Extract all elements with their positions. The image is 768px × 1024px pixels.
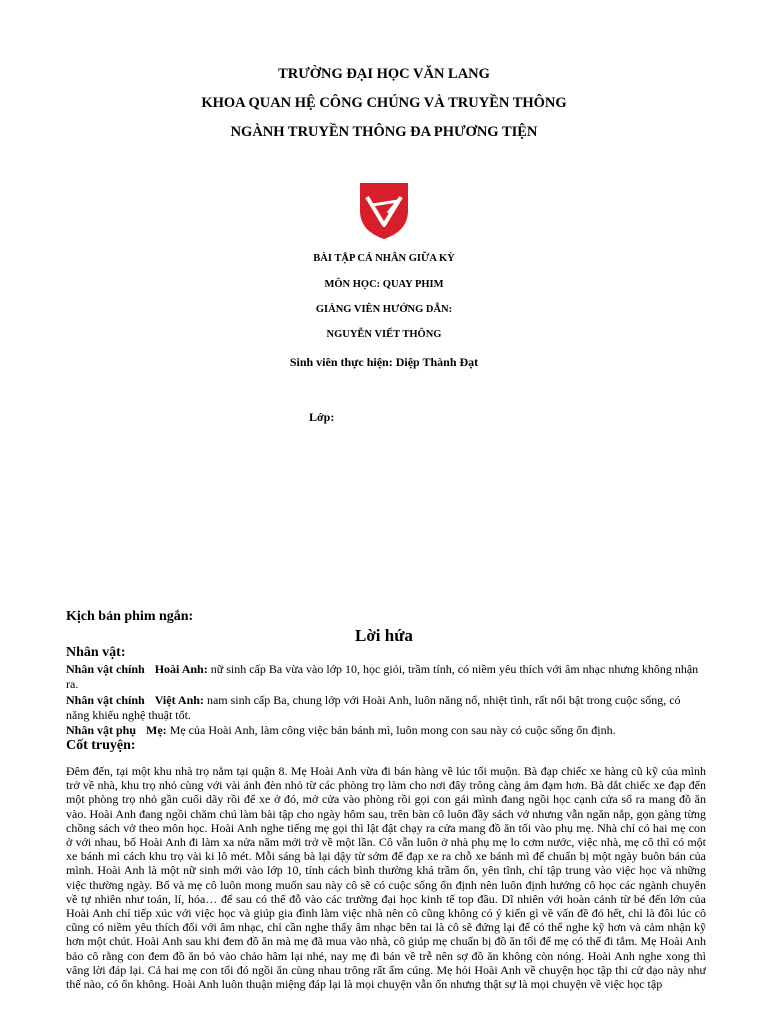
university-name: TRƯỜNG ĐẠI HỌC VĂN LANG <box>278 66 490 82</box>
van-lang-shield-logo-icon <box>358 181 410 241</box>
characters-heading: Nhân vật: <box>66 645 126 660</box>
character-desc: nữ sinh cấp Ba vừa vào lớp 10, học giỏi, trầm tính, có niềm yêu thích với âm nhạc nhưng không nhận ra. <box>66 662 699 691</box>
character-name: Mẹ: <box>146 723 167 737</box>
character-desc: nam sinh cấp Ba, chung lớp với Hoài Anh, luôn năng nổ, nhiệt tình, rất nổi bật trong cuộc sống, có năng khiếu nghệ thuật tốt. <box>66 693 681 722</box>
instructor-name: NGUYỄN VIẾT THÔNG <box>326 329 442 340</box>
character-role: Nhân vật phụ <box>66 723 137 737</box>
character-entry <box>66 662 706 692</box>
student-line: Sinh viên thực hiện: Diệp Thành Đạt <box>289 355 479 369</box>
character-name: Việt Anh: <box>154 693 204 707</box>
class-label: Lớp: <box>309 410 335 424</box>
assignment-title: BÀI TẬP CÁ NHÂN GIỮA KỲ <box>313 253 455 264</box>
character-entry <box>66 693 706 723</box>
script-heading: Kịch bản phim ngắn: <box>66 609 194 624</box>
faculty-name: KHOA QUAN HỆ CÔNG CHÚNG VÀ TRUYỀN THÔNG <box>201 95 567 111</box>
plot-heading: Cốt truyện: <box>66 738 136 753</box>
character-name: Hoài Anh: <box>154 662 208 676</box>
plot-paragraph: Đêm đến, tại một khu nhà trọ nằm tại quận 8. Mẹ Hoài Anh vừa đi bán hàng về lúc tối muộn. Bà đạp chiếc xe hàng cũ kỹ của mình trở về nhà, khu trọ nhỏ cùng với vài ánh đèn nhỏ từ các phòng trọ làm cho nơi đây trông càng ảm đạm hơn. Bà dắt chiếc xe đạp đến một phòng trọ nhỏ gần cuối dãy rồi để xe ở đó, mở cửa vào phòng rồi gọi con gái mình đang ngồi học cạnh cửa sổ ra mang đồ ăn vào. Hoài Anh đang ngồi chăm chú làm bài tập cho ngày hôm sau, trên bàn cô luôn đầy sách vở nhưng vẫn ngăn nắp, gọn gàng từng chồng sách vở theo môn học. Hoài Anh nghe tiếng mẹ gọi thì lật đật chạy ra cửa mang đồ ăn tối vào phụ mẹ. Nhà chỉ có hai mẹ con ở với nhau, bố Hoài Anh đi làm xa nửa năm mới trở về một lần. Cô vẫn luôn ở nhà phụ mẹ lo cơm nước, việc nhà, mẹ cô thì có một xe bánh mì cách khu trọ vài ki lô mét. Mỗi sáng bà lại dậy từ sớm để đạp xe ra chỗ xe bánh mì để chuẩn bị một ngày buôn bán của mình. Hoài Anh là một nữ sinh mới vào lớp 10, tính cách bình thường khá trầm ổn, yên tĩnh, chỉ tập trung vào việc học và những việc thường ngày. Bố và mẹ cô luôn mong muốn sau này cô sẽ có cuộc sống ổn định nên luôn định hướng cô học các ngành chuyên về tự nhiên như toán, lí, hóa… để sau có thể đỗ vào các trường đại học kinh tế top đầu. Dĩ nhiên với hoàn cảnh từ bé đến lớn của Hoài Anh chỉ tiếp xúc với việc học và giúp gia đình làm việc nhà nên cô cũng không có ý kiến gì về vấn đề đó hết, chỉ là đôi lúc cô cũng có niềm yêu thích đối với âm nhạc, chỉ cần nghe thấy âm nhạc bên tai là cô sẽ đứng lại để có thể nghe kỹ hơn và cảm nhận kỹ hơn một chút. Hoài Anh sau khi đem đồ ăn mà mẹ đã mua vào nhà, cô giúp mẹ chuẩn bị đồ ăn tối để mẹ có thể đi tắm. Mẹ Hoài Anh bảo cô rằng con đem đồ ăn bỏ vào chảo hâm lại nhé, nay mẹ đi bán về trễ nên sợ đồ ăn không còn nóng. Hoài Anh nghe xong thì vâng lời đáp lại. Cả hai mẹ con tối đó ngồi ăn cùng nhau trông rất ấm cúng. Mẹ hỏi Hoài Anh về chuyện học tập thi cử dạo này như thế nào, có ổn không. Hoài Anh luôn thuận miệng đáp lại là mọi chuyện vẫn ổn nhưng thật sự là mọi chuyện về việc học tập <box>66 764 706 992</box>
major-name: NGÀNH TRUYỀN THÔNG ĐA PHƯƠNG TIỆN <box>230 124 538 140</box>
character-desc: Mẹ của Hoài Anh, làm công việc bán bánh mì, luôn mong con sau này có cuộc sống ổn định. <box>169 723 616 737</box>
script-title: Lời hứa <box>355 626 413 645</box>
character-role: Nhân vật chính <box>66 662 145 676</box>
character-role: Nhân vật chính <box>66 693 145 707</box>
subject-line: MÔN HỌC: QUAY PHIM <box>324 279 444 290</box>
character-entry <box>66 723 706 738</box>
instructor-label: GIẢNG VIÊN HƯỚNG DẪN: <box>315 304 453 315</box>
